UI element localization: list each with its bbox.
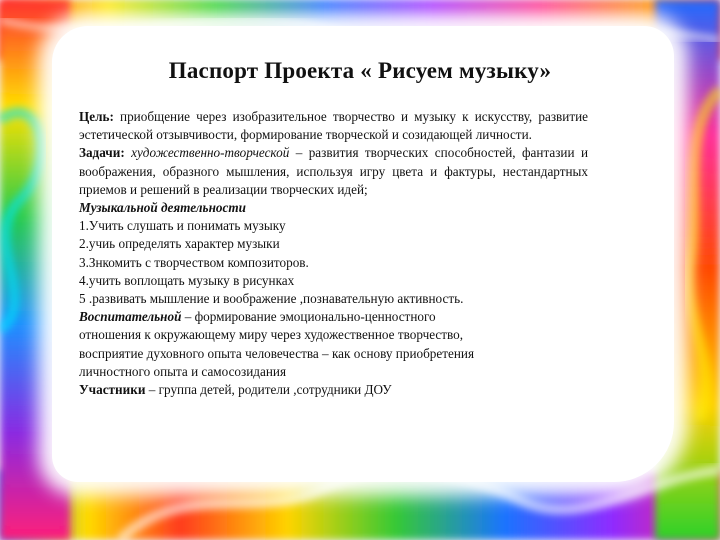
goal-paragraph: [79, 108, 588, 144]
goal-text: приобщение через изобразительное творчество и музыку к искусству, развитие эстетической отзывчивости, формирование творческой и созидающей личности.: [79, 109, 588, 143]
music-heading: Музыкальной деятельности: [79, 200, 246, 216]
upbringing-line: [79, 308, 588, 326]
upbringing-line: восприятие духовного опыта человечества – как основу приобретения: [79, 345, 475, 361]
goal-label: Цель:: [79, 109, 114, 124]
participants-label: Участники: [79, 382, 146, 398]
slide-title: Паспорт Проекта « Рисуем музыку»: [168, 58, 552, 83]
list-item: 4.учить воплощать музыку в рисунках: [79, 272, 295, 288]
upbringing-label: Воспитательной: [79, 309, 182, 325]
list-item: 2.учиь определять характер музыки: [79, 236, 280, 252]
tasks-italic: художественно-творческой: [131, 145, 290, 161]
upbringing-line: отношения к окружающему миру через художественное творчество,: [79, 327, 464, 343]
tasks-text: – развития творческих способностей, фантазии и воображения, образного мышления, используя игру цвета и фактуры, нестандартных приемов и решений в реализации творческих идей;: [79, 145, 589, 197]
tasks-paragraph: [79, 144, 588, 199]
list-item: 5 .развивать мышление и воображение ,познавательную активность.: [79, 291, 464, 307]
project-passport-text: [79, 108, 588, 399]
list-item: 3.Знкомить с творчеством композиторов.: [79, 254, 309, 270]
upbringing-text: – формирование эмоционально-ценностного: [181, 309, 436, 325]
upbringing-line: личностного опыта и самосозидания: [79, 363, 287, 379]
participants-text: – группа детей, родители ,сотрудники ДОУ: [145, 382, 392, 398]
participants-line: [79, 381, 588, 399]
list-item: 1.Учить слушать и понимать музыку: [79, 218, 286, 234]
tasks-label: Задачи:: [79, 145, 125, 161]
